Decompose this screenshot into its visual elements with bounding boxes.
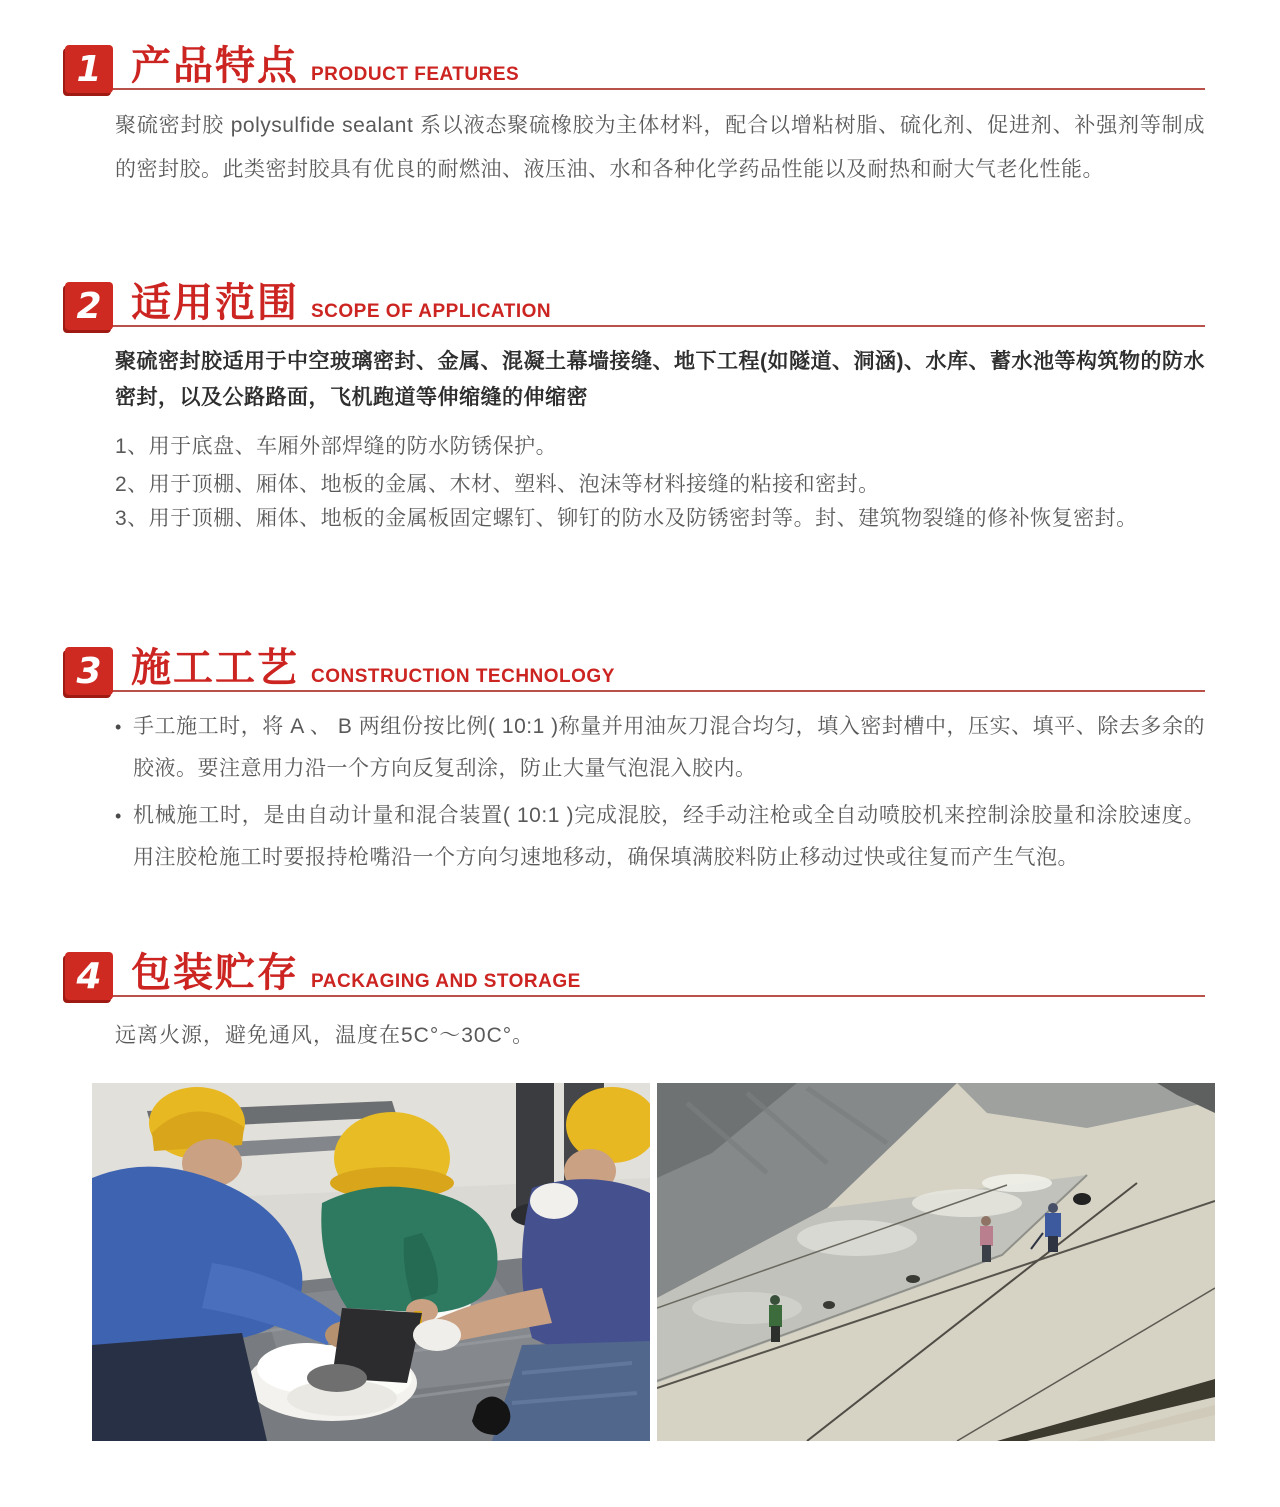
storage-paragraph: 远离火源，避免通风，温度在5C°～30C°。 xyxy=(115,1024,535,1047)
product-features-paragraph: 聚硫密封胶 polysulfide sealant 系以液态聚硫橡胶为主体材料，配合以增粘树脂、硫化剂、促进剂、补强剂等制成的密封胶。此类密封胶具有优良的耐燃油、液压油、水和各种化学药品性能以及耐热和耐大气老化性能。 xyxy=(115,114,1205,181)
dam-slope-construction-photo xyxy=(657,1083,1215,1441)
section-construction-technology xyxy=(65,640,1205,884)
section-scope-of-application xyxy=(65,275,1205,536)
bullet-item xyxy=(115,706,1205,790)
scope-lead-paragraph: 聚硫密封胶适用于中空玻璃密封、金属、混凝土幕墙接缝、地下工程(如隧道、洞涵)、水库、蓄水池等构筑物的防水密封，以及公路路面，飞机跑道等伸缩缝的伸缩密 xyxy=(115,350,1205,409)
list-item: 1、用于底盘、车厢外部焊缝的防水防锈保护。 xyxy=(115,435,558,458)
section-subtitle-en: PACKAGING AND STORAGE xyxy=(311,971,581,992)
section-number-badge: 2 xyxy=(65,282,113,330)
section-2-header xyxy=(65,275,1205,327)
workers-mixing-sealant-photo xyxy=(92,1083,650,1441)
list-item: 3、用于顶棚、厢体、地板的金属板固定螺钉、铆钉的防水及防锈密封等。封、建筑物裂缝的修补恢复密封。 xyxy=(115,507,1138,530)
section-subtitle-en: CONSTRUCTION TECHNOLOGY xyxy=(311,666,615,687)
section-packaging-storage xyxy=(65,945,1205,1053)
section-title: 施工工艺 xyxy=(131,646,299,690)
section-number-badge: 3 xyxy=(65,647,113,695)
photo-row xyxy=(92,1083,1215,1441)
section-title: 产品特点 xyxy=(131,44,299,88)
bullet-text: 手工施工时，将 A 、 B 两组份按比例( 10:1 )称量并用油灰刀混合均匀，填入密封槽中，压实、填平、除去多余的胶液。要注意用力沿一个方向反复刮涂，防止大量气泡混入胶内。 xyxy=(133,715,1205,780)
section-3-header xyxy=(65,640,1205,692)
section-subtitle-en: SCOPE OF APPLICATION xyxy=(311,301,552,322)
section-title: 包装贮存 xyxy=(131,951,299,995)
construction-bullet-list xyxy=(115,706,1205,879)
workers-mixing-sealant-illustration xyxy=(92,1083,650,1441)
bullet-dot-icon: • xyxy=(115,806,122,826)
section-4-header xyxy=(65,945,1205,997)
list-item: 2、用于顶棚、厢体、地板的金属、木材、塑料、泡沫等材料接缝的粘接和密封。 xyxy=(115,473,880,496)
section-number-badge: 4 xyxy=(65,952,113,1000)
section-1-header xyxy=(65,38,1205,90)
section-subtitle-en: PRODUCT FEATURES xyxy=(311,64,520,85)
bullet-text: 机械施工时，是由自动计量和混合装置( 10:1 )完成混胶，经手动注枪或全自动喷胶机来控制涂胶量和涂胶速度。用注胶枪施工时要报持枪嘴沿一个方向匀速地移动，确保填满胶料防止移动过快或往复而产生气泡。 xyxy=(133,804,1205,869)
section-product-features xyxy=(65,38,1205,192)
scope-numbered-list xyxy=(115,430,1205,536)
bullet-dot-icon: • xyxy=(115,717,122,737)
dam-slope-illustration xyxy=(657,1083,1215,1441)
bullet-item xyxy=(115,795,1205,879)
section-title: 适用范围 xyxy=(131,281,299,325)
section-number-badge: 1 xyxy=(65,45,113,93)
